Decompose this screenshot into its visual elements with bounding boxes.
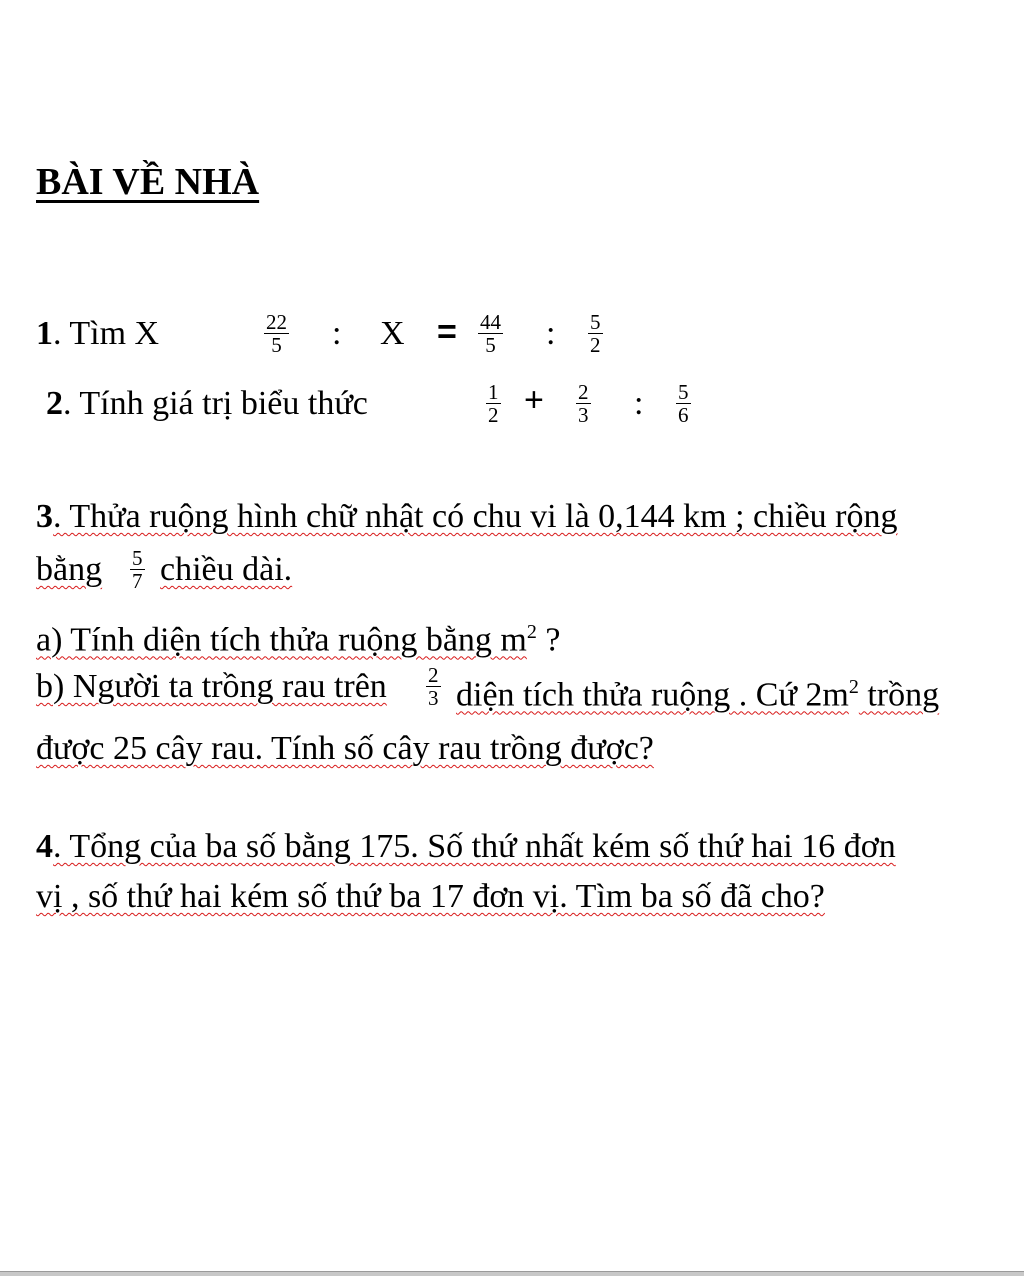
problem-3b-start (36, 667, 387, 707)
problem-1-equals: = (437, 313, 457, 351)
problem-4-text-b: vị , số thứ hai kém số thứ ba 17 đơn vị. Tìm ba số đã cho? (36, 878, 825, 915)
problem-3b-end (456, 667, 939, 715)
fraction-denominator: 2 (488, 403, 499, 427)
problem-4-line-2 (36, 877, 825, 917)
problem-2-text: . Tính giá trị biểu thức (63, 385, 368, 422)
fraction-numerator: 2 (428, 663, 439, 687)
problem-3-text-a: bằng (36, 551, 103, 588)
problem-4-number: 4 (36, 828, 53, 865)
problem-2-number: 2 (46, 385, 63, 422)
problem-3b-line-2 (36, 729, 654, 769)
fraction-denominator: 2 (590, 333, 601, 357)
fraction-denominator: 5 (271, 333, 282, 357)
fraction-denominator: 5 (485, 333, 496, 357)
problem-2-fraction-c (676, 381, 691, 426)
problem-2-label (46, 384, 368, 424)
problem-3a-end: ? (536, 621, 561, 659)
problem-3-line-1 (36, 497, 898, 537)
superscript: 2 (526, 621, 537, 643)
fraction-denominator: 6 (678, 403, 689, 427)
problem-3b-text-b: diện tích thửa ruộng . Cứ 2m (456, 676, 849, 714)
fraction-numerator: 2 (578, 380, 589, 404)
fraction-denominator: 3 (578, 403, 589, 427)
problem-3b-text-c: trồng (858, 676, 940, 714)
fraction-numerator: 5 (590, 310, 601, 334)
problem-3-text-b: chiều dài. (160, 551, 293, 588)
problem-3a-text: a) Tính diện tích thửa ruộng bằng m (36, 621, 527, 659)
problem-3-number: 3 (36, 498, 53, 535)
fraction-numerator: 5 (678, 380, 689, 404)
problem-1-colon-1: : (332, 315, 342, 352)
fraction-numerator: 5 (132, 546, 143, 570)
problem-4-text-a: . Tổng của ba số bằng 175. Số thứ nhất kém số thứ hai 16 đơn (53, 828, 896, 865)
fraction-numerator: 44 (480, 310, 501, 334)
problem-3-fraction (130, 547, 145, 592)
problem-3b-text-a: b) Người ta trồng rau trên (36, 668, 387, 705)
problem-3-line-2-end (160, 550, 292, 590)
fraction-numerator: 22 (266, 310, 287, 334)
page-title: BÀI VỀ NHÀ (36, 161, 260, 203)
problem-2-fraction-b (576, 381, 591, 426)
problem-1-fraction-b (478, 311, 503, 356)
problem-4-line-1 (36, 827, 896, 867)
page-bottom-border (0, 1271, 1024, 1276)
problem-1-number: 1 (36, 315, 53, 352)
fraction-numerator: 1 (488, 380, 499, 404)
problem-1-label (36, 314, 159, 354)
problem-2-plus: + (524, 381, 544, 419)
problem-3-text: . Thửa ruộng hình chữ nhật có chu vi là 0,144 km ; chiều rộng (53, 498, 898, 535)
problem-1-colon-2: : (546, 315, 556, 352)
problem-3-line-2-start (36, 550, 102, 590)
problem-2-fraction-a (486, 381, 501, 426)
fraction-denominator: 7 (132, 569, 143, 593)
problem-1-text: . Tìm X (53, 315, 160, 352)
problem-3a (36, 612, 560, 660)
problem-3b-text-d: được 25 cây rau. Tính số cây rau trồng được? (36, 730, 654, 767)
problem-2-colon: : (634, 385, 644, 422)
fraction-denominator: 3 (428, 686, 439, 710)
problem-1-x: X (380, 315, 405, 352)
problem-3b-fraction (426, 664, 441, 709)
superscript: 2 (848, 676, 859, 698)
problem-1-fraction-a (264, 311, 289, 356)
problem-1-fraction-c (588, 311, 603, 356)
